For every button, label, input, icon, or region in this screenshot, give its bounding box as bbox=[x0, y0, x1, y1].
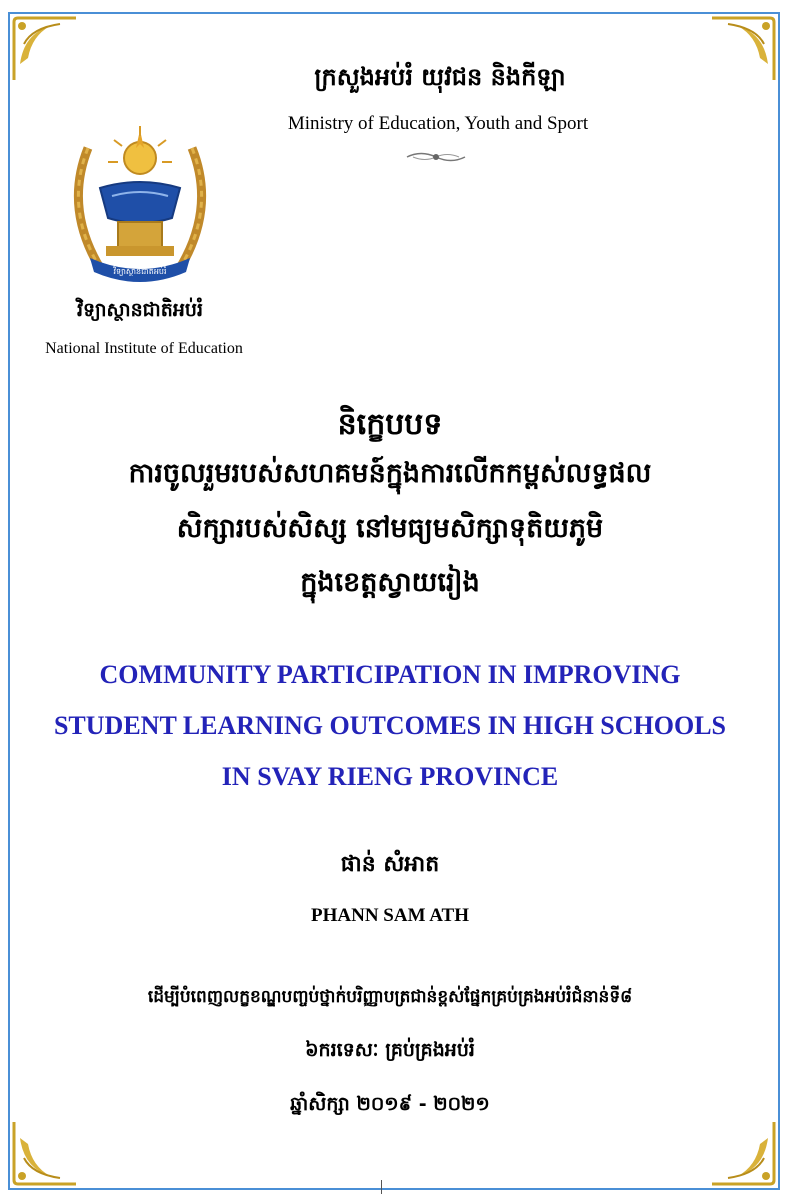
title-english-line-3: IN SVAY RIENG PROVINCE bbox=[221, 762, 559, 791]
page-marker bbox=[381, 1180, 382, 1194]
title-khmer-line-2: សិក្សារបស់សិស្ស នៅមធ្យមសិក្សាទុតិយភូមិ bbox=[176, 513, 604, 544]
corner-ornament-top-right bbox=[708, 14, 778, 84]
title-english-line-2: STUDENT LEARNING OUTCOMES IN HIGH SCHOOLS bbox=[53, 711, 727, 740]
divider-ornament bbox=[405, 150, 467, 164]
purpose-line-2: ៦ករទេសៈ គ្រប់គ្រងអប់រំ bbox=[305, 1039, 475, 1061]
title-khmer-line-3: ក្នុងខេត្តស្វាយរៀង bbox=[300, 567, 480, 598]
corner-ornament-bottom-right bbox=[708, 1118, 778, 1188]
ministry-english: Ministry of Education, Youth and Sport bbox=[287, 113, 589, 134]
logo-caption: វិទ្យាស្ថានជាតិអប់រំ bbox=[113, 267, 167, 276]
ministry-khmer: ក្រសួងអប់រំ យុវជន និងកីឡា bbox=[314, 63, 566, 91]
institute-logo bbox=[60, 118, 220, 293]
academic-year: ឆ្នាំសិក្សា ២០១៩ - ២០២១ bbox=[290, 1093, 490, 1115]
corner-ornament-bottom-left bbox=[10, 1118, 80, 1188]
title-khmer-line-1: ការចូលរួមរបស់សហគមន៍ក្នុងការលើកកម្ពស់លទ្ធផល bbox=[128, 458, 652, 489]
title-english-line-1: COMMUNITY PARTICIPATION IN IMPROVING bbox=[99, 660, 681, 689]
author-english: PHANN SAM ATH bbox=[311, 905, 469, 926]
institute-khmer: វិទ្យាស្ថានជាតិអប់រំ bbox=[77, 299, 203, 321]
corner-ornament-top-left bbox=[10, 14, 80, 84]
author-khmer: ផាន់ សំអាត bbox=[340, 852, 440, 877]
purpose-line-1: ដើម្បីបំពេញលក្ខខណ្ឌបញ្ចប់ថ្នាក់បរិញ្ញាបត្រជាន់ខ្ពស់ផ្នែកគ្រប់គ្រងអប់រំជំនាន់ទី៨ bbox=[147, 987, 633, 1007]
institute-english: National Institute of Education bbox=[45, 340, 243, 357]
document-type: និក្ខេបបទ bbox=[337, 407, 443, 442]
